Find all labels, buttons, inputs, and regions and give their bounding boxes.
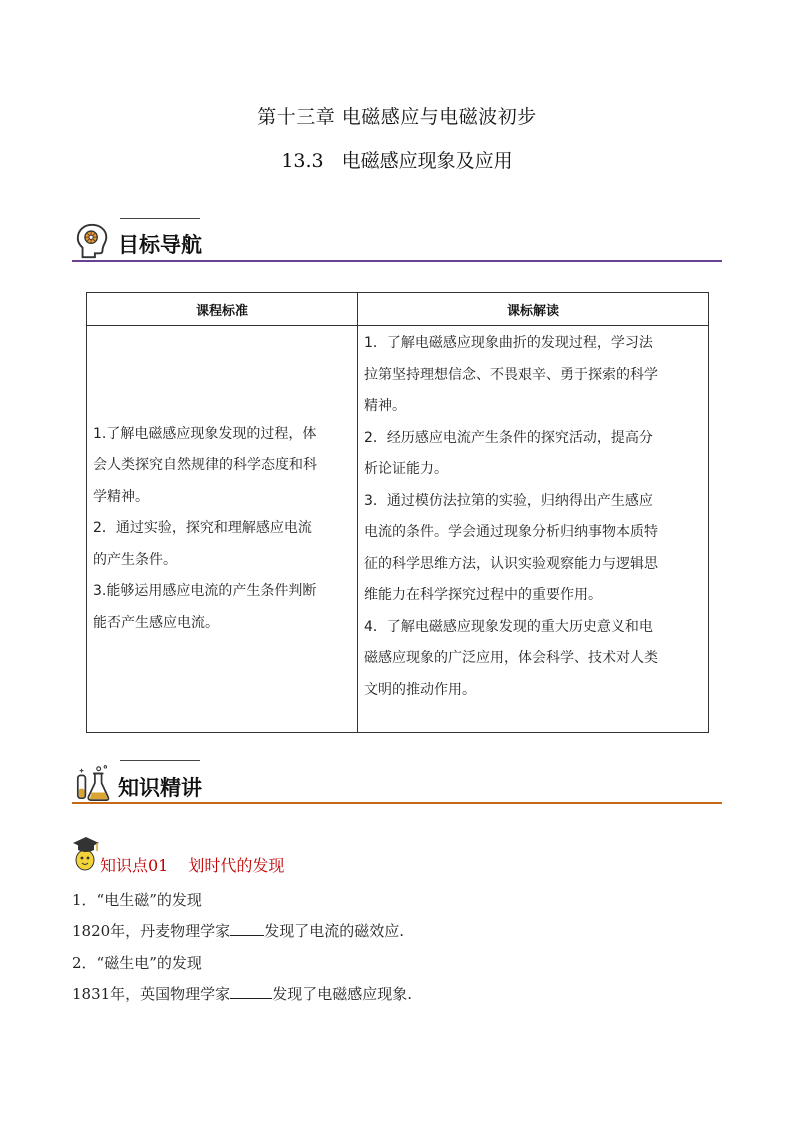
heading-divider <box>72 260 722 262</box>
standard-line: 的产生条件。 <box>93 551 177 568</box>
heading-top-line <box>120 760 200 761</box>
fill-blank-1[interactable] <box>230 921 264 936</box>
col-header-interpretation: 课标解读 <box>358 293 709 326</box>
item2-text-before: 1831年，英国物理学家 <box>72 985 231 1003</box>
section-title <box>0 146 794 173</box>
standard-line: 能否产生感应电流。 <box>93 614 219 631</box>
item1-text-after: 发现了电流的磁效应. <box>264 922 404 940</box>
col-header-standard: 课程标准 <box>87 293 358 326</box>
heading-top-line <box>120 218 200 219</box>
head-brain-icon <box>74 222 112 260</box>
standard-cell <box>87 326 358 733</box>
knowledge-explanation-heading <box>72 760 722 804</box>
goal-heading-label: 目标导航 <box>118 233 202 257</box>
fill-blank-2[interactable] <box>230 984 272 999</box>
section-name: 电磁感应现象及应用 <box>341 150 513 172</box>
interpretation-line: 2．经历感应电流产生条件的探究活动，提高分 <box>364 429 653 446</box>
goal-navigation-heading <box>72 218 722 262</box>
graduate-mascot-icon <box>72 834 102 874</box>
section-number: 13.3 <box>281 150 324 172</box>
chapter-title: 第十三章 电磁感应与电磁波初步 <box>257 106 537 128</box>
interpretation-line: 维能力在科学探究过程中的重要作用。 <box>364 587 602 603</box>
knowledge-point-number: 知识点01 <box>100 856 169 875</box>
item2-title: 2．“磁生电”的发现 <box>72 954 202 972</box>
interpretation-line: 3．通过模仿法拉第的实验，归纳得出产生感应 <box>364 492 653 509</box>
knowledge-heading-label: 知识精讲 <box>118 776 202 800</box>
item2-sentence <box>72 983 412 1004</box>
standard-line: 学精神。 <box>93 488 149 505</box>
standard-line: 2．通过实验，探究和理解感应电流 <box>93 520 312 537</box>
interpretation-line: 精神。 <box>364 398 406 414</box>
interpretation-line: 磁感应现象的广泛应用，体会科学、技术对人类 <box>364 650 658 666</box>
standard-line: 会人类探究自然规律的科学态度和科 <box>93 457 317 474</box>
standard-line: 3.能够运用感应电流的产生条件判断 <box>93 583 317 600</box>
item1-title: 1．“电生磁”的发现 <box>72 891 202 909</box>
lab-flask-icon <box>74 764 112 802</box>
knowledge-point-label <box>100 853 284 876</box>
interpretation-line: 4．了解电磁感应现象发现的重大历史意义和电 <box>364 618 653 635</box>
interpretation-line: 拉第坚持理想信念、不畏艰辛、勇于探索的科学 <box>364 366 658 383</box>
table-row <box>87 326 709 733</box>
interpretation-line: 电流的条件。学会通过现象分析归纳事物本质特 <box>364 524 658 540</box>
item1-text-before: 1820年，丹麦物理学家 <box>72 922 231 940</box>
item1-sentence <box>72 920 404 941</box>
interpretation-line: 析论证能力。 <box>364 461 448 477</box>
interpretation-line: 文明的推动作用。 <box>364 681 476 698</box>
interpretation-line: 征的科学思维方法，认识实验观察能力与逻辑思 <box>364 555 658 572</box>
table-header-row <box>87 293 709 326</box>
heading-divider <box>72 802 722 804</box>
item2-text-after: 发现了电磁感应现象. <box>272 985 412 1003</box>
interpretation-cell <box>358 326 709 733</box>
knowledge-point-title: 划时代的发现 <box>188 856 285 875</box>
knowledge-point-heading <box>72 834 472 874</box>
curriculum-table <box>86 292 709 733</box>
interpretation-line: 1．了解电磁感应现象曲折的发现过程，学习法 <box>364 335 653 351</box>
standard-line: 1.了解电磁感应现象发现的过程，体 <box>93 425 317 442</box>
